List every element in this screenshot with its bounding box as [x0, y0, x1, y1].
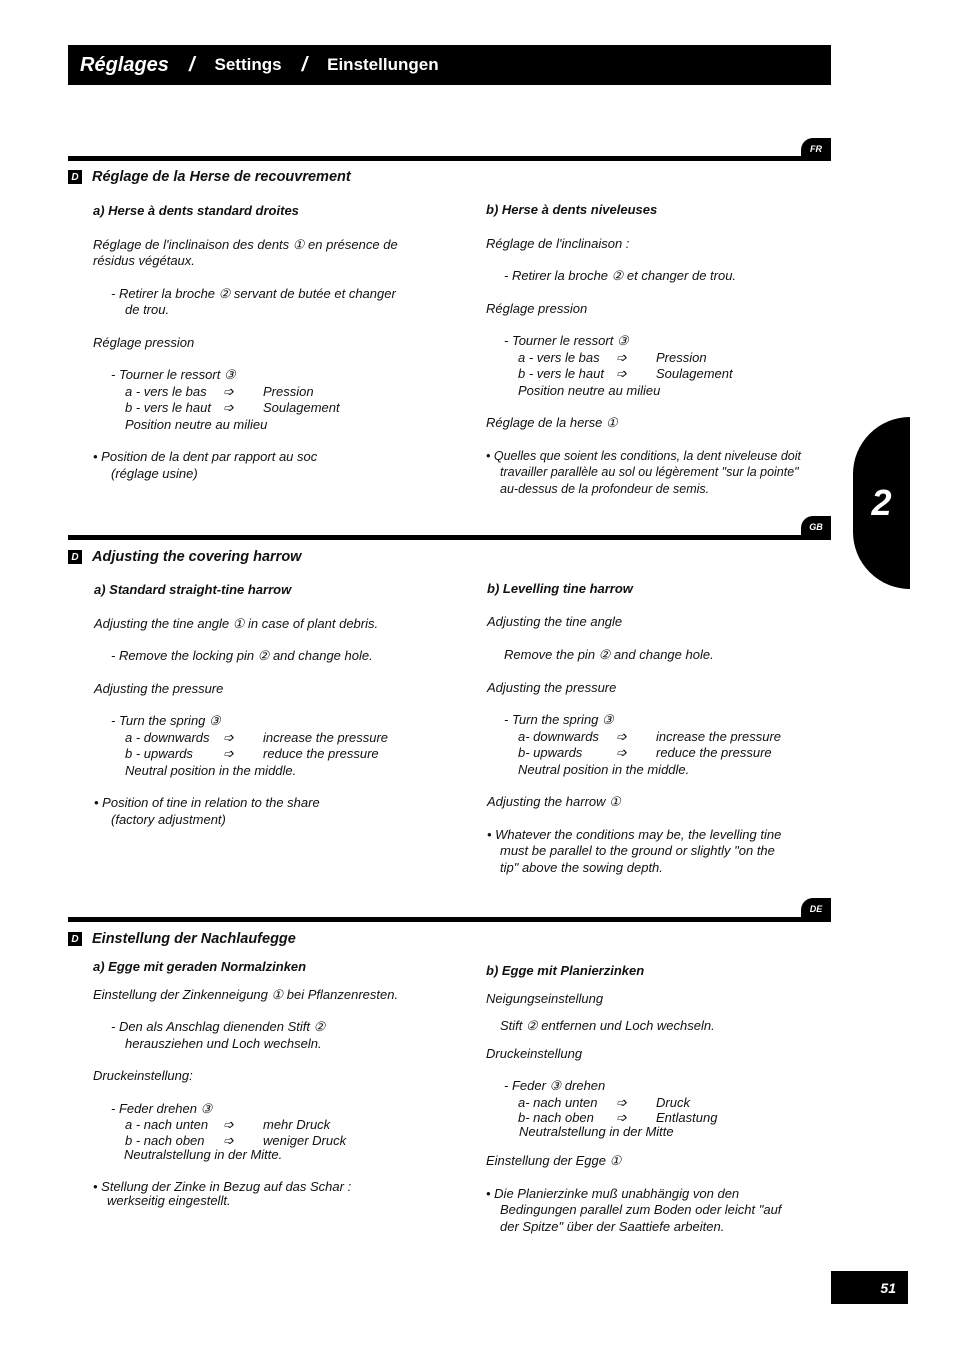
bullet-line: travailler parallèle au sol ou légèrement "sur la pointe" — [500, 465, 799, 479]
effect-label: increase the pressure — [656, 728, 782, 744]
text-line: - Retirer la broche ② servant de butée et changer — [111, 285, 396, 301]
page-header — [68, 45, 831, 85]
arrow-icon: ➩ — [223, 1132, 234, 1148]
column-fr-b — [486, 202, 826, 497]
arrow-icon: ➩ — [223, 1117, 234, 1132]
effect-label: reduce the pressure — [656, 745, 772, 760]
bullet-line: au-dessus de la profondeur de semis. — [500, 481, 710, 496]
column-de-b — [486, 963, 826, 1235]
effect-label: Druck — [656, 1094, 690, 1110]
arrow-icon: ➩ — [616, 1110, 627, 1125]
text-line: - Tourner le ressort ③ — [504, 333, 629, 348]
direction-label: a - vers le bas — [125, 383, 207, 399]
section-heading-fr — [68, 169, 351, 185]
bullet-line: (factory adjustment) — [111, 811, 226, 827]
direction-label: b - vers le haut — [518, 366, 604, 381]
effect-label: Soulagement — [656, 366, 733, 381]
section-marker: D — [68, 170, 82, 184]
header-title-fr: Réglages — [80, 53, 169, 76]
text-line: - Retirer la broche ② et changer de trou. — [504, 268, 737, 283]
effect-label: Pression — [656, 349, 707, 365]
effect-label: Entlastung — [656, 1110, 718, 1125]
column-de-a — [93, 959, 433, 1208]
text-line: Réglage de l'inclinaison des dents ① en présence de — [93, 236, 398, 252]
text-line: - Tourner le ressort ③ — [111, 367, 236, 382]
direction-label: b- upwards — [518, 745, 583, 760]
text-line: Neigungseinstellung — [486, 990, 604, 1006]
text-line: de trou. — [125, 302, 170, 317]
direction-label: b - upwards — [125, 746, 193, 761]
section-rule — [68, 156, 831, 161]
spring-row — [93, 400, 433, 417]
arrow-icon: ➩ — [223, 400, 234, 415]
spring-row — [93, 1134, 433, 1148]
text-line: Neutralstellung in der Mitte — [519, 1124, 674, 1139]
text-line: Réglage de la herse ① — [486, 415, 618, 430]
page-number-box — [831, 1271, 908, 1304]
arrow-icon: ➩ — [616, 1094, 627, 1110]
section-heading-text: Réglage de la Herse de recouvrement — [92, 169, 351, 185]
direction-label: a- nach unten — [518, 1094, 598, 1110]
subheading: b) Levelling tine harrow — [487, 581, 633, 596]
effect-label: Pression — [263, 383, 314, 399]
text-line: - Remove the locking pin ② and change hole. — [111, 648, 373, 663]
chapter-number: 2 — [871, 482, 892, 523]
text-line: Adjusting the tine angle — [487, 613, 623, 629]
column-gb-b — [487, 581, 827, 876]
text-line: Adjusting the harrow ① — [487, 794, 621, 809]
section-rule — [68, 917, 831, 922]
spring-row — [486, 366, 826, 383]
header-separator: / — [188, 53, 195, 76]
spring-row — [487, 729, 827, 746]
section-marker: D — [68, 932, 82, 946]
text-line: Position neutre au milieu — [518, 382, 661, 398]
direction-label: b - vers le haut — [125, 400, 211, 415]
text-line: Druckeinstellung: — [93, 1068, 193, 1083]
text-line: Réglage pression — [93, 334, 195, 350]
text-line: Adjusting the pressure — [487, 679, 617, 695]
subheading: a) Herse à dents standard droites — [93, 203, 299, 218]
spring-row — [93, 1117, 433, 1134]
spring-row — [487, 745, 827, 762]
bullet-line: • Position of tine in relation to the share — [94, 795, 320, 810]
spring-row — [94, 730, 434, 747]
text-line: - Feder ③ drehen — [504, 1078, 606, 1093]
bullet-line: • Whatever the conditions may be, the levelling tine — [487, 826, 782, 842]
bullet-line: Bedingungen parallel zum Boden oder leicht "auf — [500, 1202, 782, 1217]
bullet-line: must be parallel to the ground or slightly "on the — [500, 843, 775, 858]
section-heading-gb — [68, 549, 301, 565]
bullet-line: • Stellung der Zinke in Bezug auf das Schar : — [93, 1178, 352, 1194]
text-line: Neutral position in the middle. — [125, 762, 297, 778]
arrow-icon: ➩ — [616, 728, 627, 744]
text-line: Réglage de l'inclinaison : — [486, 235, 630, 251]
bullet-line: • Die Planierzinke muß unabhängig von den — [486, 1185, 740, 1201]
text-line: Remove the pin ② and change hole. — [504, 647, 714, 662]
section-heading-text: Einstellung der Nachlaufegge — [92, 931, 296, 947]
lang-badge-de: DE — [801, 898, 831, 920]
effect-label: weniger Druck — [263, 1132, 347, 1148]
section-heading-de — [68, 931, 296, 947]
direction-label: a - vers le bas — [518, 349, 600, 365]
lang-badge-gb: GB — [801, 516, 831, 538]
lang-badge-fr: FR — [801, 138, 831, 160]
section-rule — [68, 535, 831, 540]
text-line: Position neutre au milieu — [125, 416, 268, 432]
direction-label: b - nach oben — [125, 1132, 205, 1148]
arrow-icon: ➩ — [223, 729, 234, 745]
arrow-icon: ➩ — [223, 746, 234, 761]
bullet-line: werkseitig eingestellt. — [107, 1192, 231, 1208]
subheading: b) Egge mit Planierzinken — [486, 963, 645, 978]
arrow-icon: ➩ — [616, 745, 627, 760]
text-line: Adjusting the tine angle ① in case of plant debris. — [94, 615, 379, 631]
spring-row — [486, 1095, 826, 1112]
effect-label: mehr Druck — [263, 1117, 331, 1132]
spring-row — [94, 746, 434, 763]
chapter-tab — [853, 417, 910, 589]
direction-label: a- downwards — [518, 728, 599, 744]
effect-label: increase the pressure — [263, 729, 389, 745]
text-line: Einstellung der Zinkenneigung ① bei Pflanzenresten. — [93, 986, 399, 1002]
spring-row — [486, 1111, 826, 1125]
text-line: Druckeinstellung — [486, 1045, 583, 1061]
column-gb-a — [94, 582, 434, 828]
arrow-icon: ➩ — [616, 366, 627, 381]
bullet-line: • Position de la dent par rapport au soc — [93, 449, 318, 464]
text-line: Réglage pression — [486, 300, 588, 316]
header-title-en: Settings — [214, 55, 282, 74]
effect-label: reduce the pressure — [263, 746, 379, 761]
text-line: Neutral position in the middle. — [518, 761, 690, 777]
direction-label: a - downwards — [125, 729, 210, 745]
effect-label: Soulagement — [263, 400, 340, 415]
header-title-de: Einstellungen — [327, 55, 439, 74]
bullet-line: tip" above the sowing depth. — [500, 859, 663, 875]
bullet-line: der Spitze" über der Saattiefe arbeiten. — [500, 1218, 725, 1234]
text-line: résidus végétaux. — [93, 253, 195, 268]
subheading: b) Herse à dents niveleuses — [486, 202, 658, 217]
subheading: a) Standard straight-tine harrow — [94, 582, 292, 597]
text-line: Neutralstellung in der Mitte. — [124, 1146, 283, 1162]
text-line: - Feder drehen ③ — [111, 1100, 213, 1116]
page-number: 51 — [880, 1279, 896, 1296]
text-line: - Turn the spring ③ — [111, 713, 221, 728]
section-marker: D — [68, 550, 82, 564]
direction-label: a - nach unten — [125, 1117, 209, 1132]
section-heading-text: Adjusting the covering harrow — [92, 549, 302, 565]
text-line: - Turn the spring ③ — [504, 712, 614, 727]
spring-row — [93, 384, 433, 401]
arrow-icon: ➩ — [223, 383, 234, 399]
spring-row — [486, 350, 826, 367]
text-line: Adjusting the pressure — [94, 680, 224, 696]
text-line: - Den als Anschlag dienenden Stift ② — [111, 1019, 326, 1034]
text-line: herausziehen und Loch wechseln. — [125, 1035, 322, 1051]
bullet-line: (réglage usine) — [111, 465, 198, 481]
text-line: Einstellung der Egge ① — [486, 1153, 622, 1168]
column-fr-a — [93, 203, 433, 482]
arrow-icon: ➩ — [616, 349, 627, 365]
direction-label: b- nach oben — [518, 1110, 594, 1125]
bullet-line: • Quelles que soient les conditions, la dent niveleuse doit — [486, 448, 801, 463]
header-separator: / — [301, 53, 308, 76]
text-line: Stift ② entfernen und Loch wechseln. — [500, 1018, 715, 1033]
subheading: a) Egge mit geraden Normalzinken — [93, 959, 307, 974]
